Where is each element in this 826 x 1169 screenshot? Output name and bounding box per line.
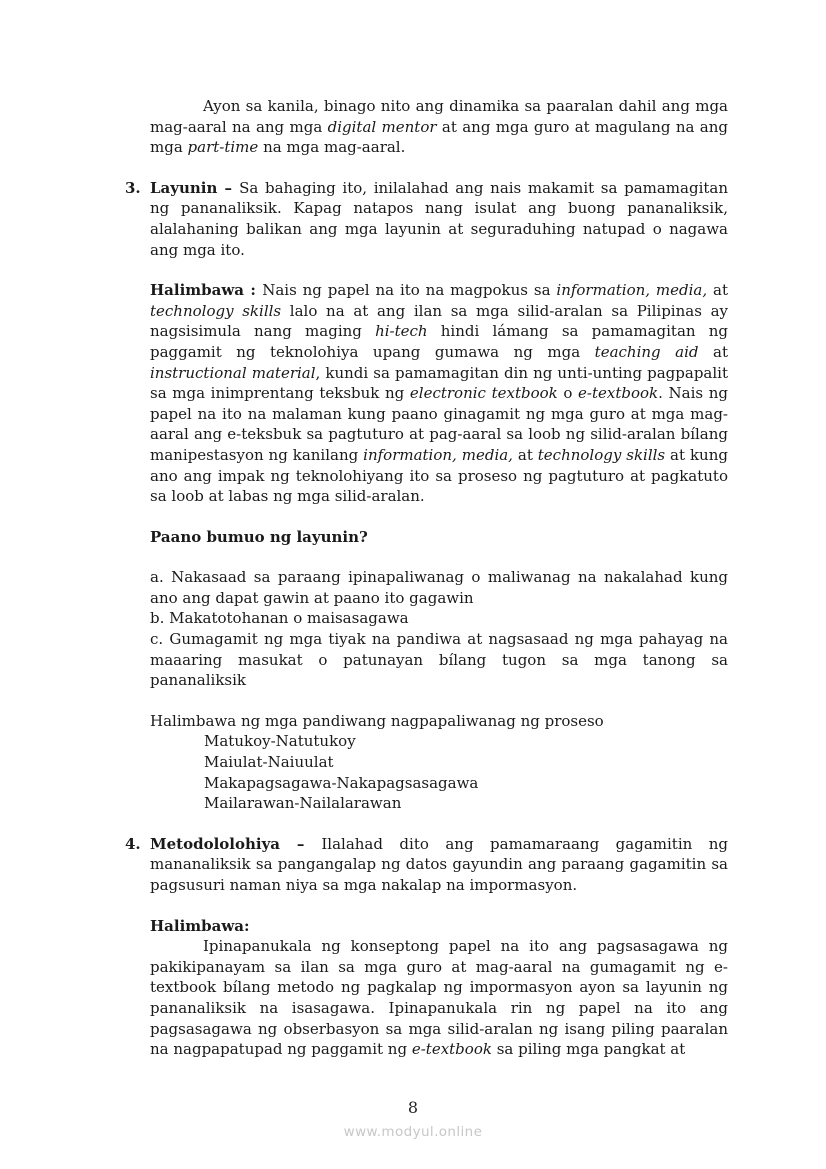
list-item-a: a. Nakasaad sa paraang ipinapaliwanag o maliwanag na nakalahad kung ano ang dapat gawin at paano ito gagawin: [150, 568, 728, 607]
heading-halimbawa-4: Halimbawa:: [150, 916, 250, 935]
paragraph-intro: Ayon sa kanila, binago nito ang dinamika sa paaralan dahil ang mga mag-aaral na ang mga digital mentor at ang mga guro at magulang na ang mga part-time na mga mag-aaral.: [150, 97, 728, 157]
heading-paano-bumuo: Paano bumuo ng layunin?: [150, 527, 368, 546]
item-4-number: 4.: [125, 834, 141, 853]
document-content: [125, 96, 729, 1060]
paragraph-halimbawa-3: Halimbawa : Nais ng papel na ito na magpokus sa information, media, at technology skills lalo na at ang ilan sa mga silid-aralan sa Pilipinas ay nagsisimula nang maging hi-tech hindi lámang sa pamamagitan ng paggamit ng teknolohiya upang gumawa ng mga teaching aid at instructional material, kundi sa pamamagitan din ng unti-unting pagpapalit sa mga inimprentang teksbuk ng electronic textbook o e-textbook. Nais ng papel na ito na malaman kung paano ginagamit ng mga guro at mga mag-aaral ang e-teksbuk sa pagtuturo at pag-aaral sa loob ng silid-aralan bílang manipestasyon ng kanilang information, media, at technology skills at kung ano ang impak ng teknolohiyang ito sa proseso ng pagtuturo at pagkatuto sa loob at labas ng mga silid-aralan.: [150, 281, 728, 506]
item-3-number: 3.: [125, 178, 141, 197]
item-3-text: Layunin – Sa bahaging ito, inilalahad ang nais makamit sa pamamagitan ng pananaliksik. Kapag natapos nang isulat ang buong pananaliksik, alalahaning balikan ang mga layunin at seguraduhing natupad o nagawa ang mga ito.: [150, 178, 728, 259]
numbered-item-4: [125, 834, 729, 896]
pandiwa-item-4: Mailarawan-Nailalarawan: [204, 794, 402, 813]
list-item-b: b. Makatotohanan o maisasagawa: [150, 609, 409, 628]
pandiwa-item-1: Matukoy-Natutukoy: [204, 732, 356, 751]
item-4-text: Metodololohiya – Ilalahad dito ang pamamaraang gagamitin ng mananaliksik sa pangangalap ng datos gayundin ang paraang gagamitin sa pagsusuri naman niya sa mga nakalap na impormasyon.: [150, 834, 729, 894]
watermark-url: www.modyul.online: [343, 1124, 483, 1140]
numbered-item-3: [125, 178, 728, 260]
paragraph-method: Ipinapanukala ng konseptong papel na ito ang pagsasagawa ng pakikipanayam sa ilan sa mga guro at mag-aaral na gumagamit ng e-textbook bílang metodo ng pagkalap ng impormasyon ayon sa layunin ng pananaliksik na isasagawa. Ipinapanukala rin ng papel na ito ang pagsasagawa ng obserbasyon sa mga silid-aralan ng isang piling paaralan na nagpapatupad ng paggamit ng e-textbook sa piling mga pangkat at: [150, 937, 728, 1059]
pandiwa-item-2: Maiulat-Naiuulat: [204, 753, 334, 772]
pandiwa-item-3: Makapagsagawa-Nakapagsasagawa: [204, 773, 479, 792]
list-item-c: c. Gumagamit ng mga tiyak na pandiwa at nagsasaad ng mga pahayag na maaaring masukat o patunayan bílang tugon sa mga tanong sa pananaliksik: [150, 630, 728, 690]
page-number: 8: [407, 1098, 419, 1117]
pandiwa-intro: Halimbawa ng mga pandiwang nagpapaliwanag ng proseso: [150, 711, 604, 730]
